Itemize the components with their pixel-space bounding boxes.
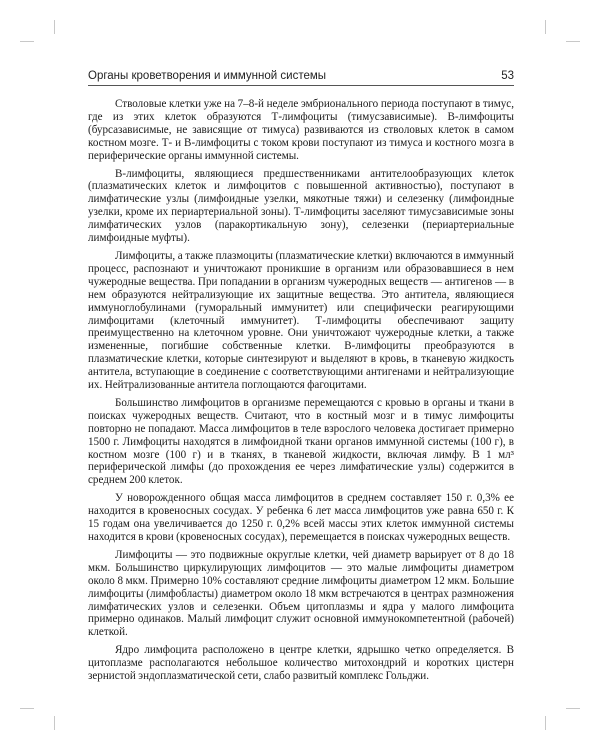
crop-mark-top-right-h [566,41,580,42]
crop-mark-bottom-right-h [566,708,580,709]
paragraph-b-lymphocytes: В-лимфоциты, являющиеся предшественниками антителообразующих клеток (плазматических клеток и лимфоцитов с повышенной активностью), поступают в лимфатические узлы (лимфоидные узелки, мякотные тяжи) и селезенку (лимфоидные узелки, кроме их периартериальной зоны). Т-лимфоциты заселяют тимусзависимые зоны лимфатических узлов (паракортикальную зону), селезенки (периартериальные лимфоидные муфты). [88,167,514,245]
paragraph-newborn: У новорожденного общая масса лимфоцитов в среднем составляет 150 г. 0,3% ее находится в кровеносных сосудах. У ребенка 6 лет масса лимфоцитов уже равна 650 г. К 15 годам она увеличивается до 1250 г. 0,2% всей массы этих клеток иммунной системы находится в крови (кровеносных сосудах), перемещается в поисках чужеродных веществ. [88,492,514,543]
page-number: 53 [501,70,514,82]
running-title: Органы кроветворения и иммунной системы [88,70,327,82]
page-header [88,64,514,86]
paragraph-immune-process: Лимфоциты, а также плазмоциты (плазматические клетки) включаются в иммунный процесс, распознают и уничтожают проникшие в организм или образовавшиеся в нем чужеродные вещества. При попадании в организм чужеродных веществ — антигенов — в нем образуются нейтрализующие их защитные вещества. Это антитела, являющиеся иммуноглобулинами (гуморальный иммунитет) или специфически реагирующими лимфоцитами (клеточный иммунитет). Т-лимфоциты обеспечивают защиту преимущественно на клеточном уровне. Они уничтожают чужеродные клетки, а также измененные, погибшие собственные клетки. В-лимфоциты преобразуются в плазматические клетки, которые синтезируют и выделяют в кровь, в тканевую жидкость антитела, вступающие в соединение с соответствующими антигенами и нейтрализующие их. Нейтрализованные антитела поглощаются фагоцитами. [88,249,514,392]
page-body [88,98,514,688]
crop-mark-top-left-h [20,41,34,42]
crop-mark-bottom-left-v [54,716,55,730]
crop-mark-bottom-right-v [545,716,546,730]
paragraph-lymphocyte-size: Лимфоциты — это подвижные округлые клетки, чей диаметр варьирует от 8 до 18 мкм. Большинство циркулирующих лимфоцитов — это малые лимфоциты диаметром около 8 мкм. Примерно 10% составляют средние лимфоциты диаметром 12 мкм. Большие лимфоциты (лимфобласты) диаметром около 18 мкм встречаются в центрах размножения лимфатических узлов и селезенки. Объем цитоплазмы и ядра у малого лимфоцита примерно одинаков. Малый лимфоцит служит основной иммунокомпетентной (рабочей) клеткой. [88,548,514,639]
paragraph-stem-cells: Стволовые клетки уже на 7–8-й неделе эмбрионального периода поступают в тимус, где из этих клеток образуются Т-лимфоциты (тимусзависимые). В-лимфоциты (бурсазависимые, не зависящие от тимуса) развиваются из стволовых клеток в самом костном мозге. Т- и В-лимфоциты с током крови поступают из тимуса и костного мозга в периферические органы иммунной системы. [88,98,514,162]
paragraph-nucleus: Ядро лимфоцита расположено в центре клетки, ядрышко четко определяется. В цитоплазме располагаются небольшое количество митохондрий и коротких цистерн зернистой эндоплазматической сети, слабо развитый комплекс Гольджи. [88,644,514,683]
crop-mark-top-left-v [54,20,55,34]
crop-mark-bottom-left-h [20,708,34,709]
paragraph-lymphocyte-mass: Большинство лимфоцитов в организме перемещаются с кровью в органы и ткани в поисках чужеродных веществ. Считают, что в костный мозг и в тимус лимфоциты повторно не попадают. Масса лимфоцитов в теле взрослого человека достигает примерно 1500 г. Лимфоциты находятся в лимфоидной ткани органов иммунной системы (100 г), в костном мозге (100 г) и в тканях, в тканевой жидкости, включая лимфу. В 1 мл³ периферической лимфы (до прохождения ее через лимфатические узлы) содержится в среднем 200 клеток. [88,396,514,487]
crop-mark-top-right-v [545,20,546,34]
